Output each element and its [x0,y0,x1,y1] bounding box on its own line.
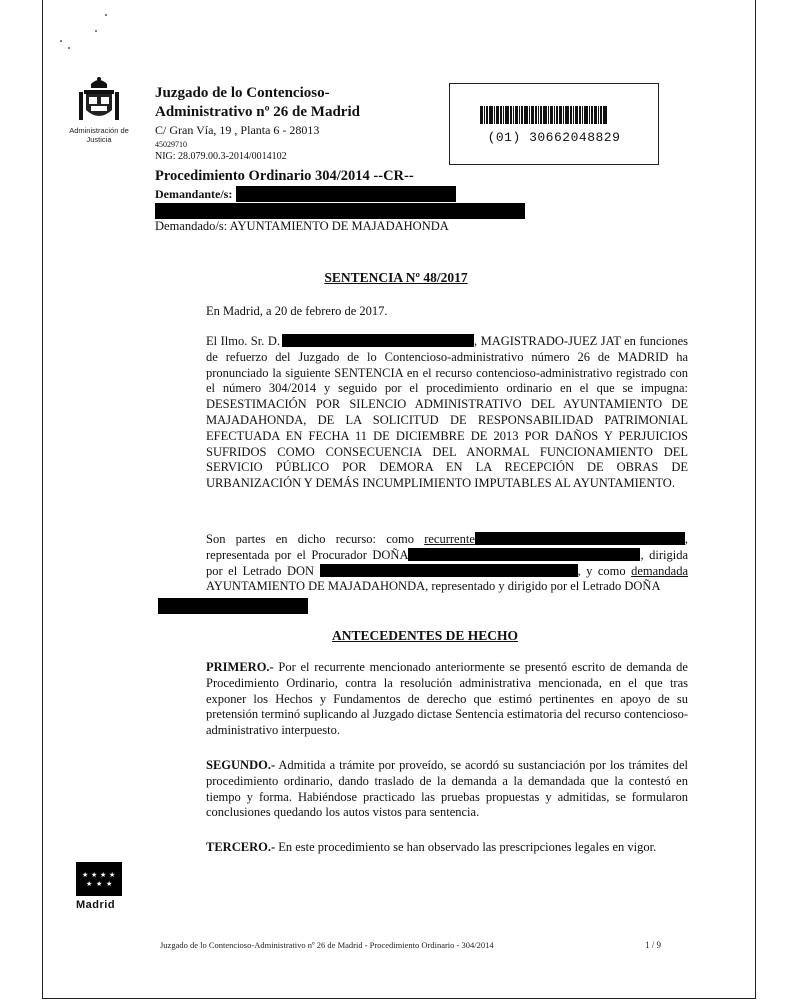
footer-text: Juzgado de lo Contencioso-Administrativo nº 26 de Madrid - Procedimiento Ordinario - 304/2014 [160,940,494,950]
partes-text-3: representada por el Procurador DOÑA [206,547,409,562]
barcode-box [449,83,659,165]
intro-text: , MAGISTRADO-JUEZ JAT en funciones de refuerzo del Juzgado de lo Contencioso-administrativo número 26 de MADRID ha pronunciado la siguiente SENTENCIA en el recurso contencioso-administrativo registrado con el número 304/2014 y seguido por el procedimiento ordinario en el que se impugna: [206,334,688,396]
tercero-paragraph [158,840,688,856]
page-number: 1 / 9 [645,940,662,950]
tercero-text: En este procedimiento se han observado las prescripciones legales en vigor. [275,840,657,854]
crest-caption: Administración de Justicia [69,126,129,144]
scan-speck [105,14,107,16]
partes-text-7: AYUNTAMIENTO DE MAJADAHONDA, representado y dirigido por el Letrado DOÑA [206,579,661,594]
partes-text-5: el Letrado DON [228,563,315,578]
nig-number: NIG: 28.079.00.3-2014/0014102 [155,151,287,162]
barcode-number: (01) 30662048829 [487,130,621,145]
madrid-logo-text: Madrid [76,899,116,911]
segundo-paragraph [158,758,688,821]
segundo-label: SEGUNDO.- [206,758,276,772]
court-address: C/ Gran Vía, 19 , Planta 6 - 28013 [155,123,320,137]
barcode-icon [480,106,630,124]
redaction-bar [158,598,308,614]
sentencia-title: SENTENCIA Nº 48/2017 [324,270,468,285]
tercero-label: TERCERO.- [206,840,276,854]
intro-paragraph [158,334,688,492]
partes-text-6: , y como [577,563,626,578]
intro-start: El Ilmo. Sr. D. [206,334,280,348]
demandante-label: Demandante/s: [155,187,233,201]
comunidad-madrid-logo [76,862,122,911]
demandada-label: demandada [631,563,688,578]
scan-speck [60,40,62,42]
procedure-title: Procedimiento Ordinario 304/2014 --CR-- [155,168,414,184]
scan-speck [95,30,97,32]
partes-text-2: , [684,532,688,546]
recurrente-label: recurrente [424,532,475,546]
redaction-bar [408,548,640,561]
scan-speck [68,47,70,49]
coat-of-arms-icon [78,76,120,126]
partes-paragraph [158,532,688,595]
redaction-bar [236,186,456,202]
redaction-bar [320,564,578,577]
primero-label: PRIMERO.- [206,660,274,674]
intro-caps-text: DESESTIMACIÓN POR SILENCIO ADMINISTRATIVO DEL AYUNTAMIENTO DE MAJADAHONDA, DE LA SOLICITUD DE RESPONSABILIDAD PATRIMONIAL EFECTUADA EN FECHA 11 DE DICIEMBRE DE 2013 POR DAÑOS Y PERJUICIOS SUFRIDOS COMO CONSECUENCIA DEL ANORMAL FUNCIONAMIENTO DEL SERVICIO PÚBLICO POR DEMORA EN LA RECEPCIÓN DE OBRAS DE URBANIZACIÓN Y DEMÁS INCUMPLIMIENTO IMPUTABLES AL AYUNTAMIENTO. [206,397,688,491]
redaction-bar [155,203,525,219]
partes-text-4: , dirigida por [206,547,688,578]
court-name-line2: Administrativo nº 26 de Madrid [155,104,360,120]
primero-text: Por el recurrente mencionado anteriormente se presentó escrito de demanda de Procedimiento Ordinario, contra la resolución administrativa mencionada, en el que tras exponer los Hechos y Fundamentos de derecho que estimó pertinentes en apoyo de su pretensión terminó suplicando al Juzgado dictase Sentencia estimatoria del recurso contencioso-administrativo interpuesto. [206,660,688,738]
date-line: En Madrid, a 20 de febrero de 2017. [206,304,388,318]
madrid-flag-icon: ★ ★ ★ ★ ★ ★ ★ [76,862,122,896]
partes-text-1: Son partes en dicho recurso: como [206,532,414,546]
redaction-bar [282,334,474,347]
demandado-line: Demandado/s: AYUNTAMIENTO DE MAJADAHONDA [155,219,449,233]
redaction-bar [475,532,685,545]
segundo-text: Admitida a trámite por proveído, se acordó su sustanciación por los trámites del procedimiento ordinario, dando traslado de la demanda a la demandada que la contestó en tiempo y forma. Habiéndose practicado las pruebas propuestas y admitidas, se formularon conclusiones quedando los autos vistos para sentencia. [206,758,688,820]
court-name [155,84,360,122]
antecedentes-title: ANTECEDENTES DE HECHO [331,628,519,643]
justice-crest-logo [64,76,134,144]
court-name-line1: Juzgado de lo Contencioso- [155,85,330,101]
primero-paragraph [158,660,688,739]
court-code: 45029710 [155,140,187,149]
